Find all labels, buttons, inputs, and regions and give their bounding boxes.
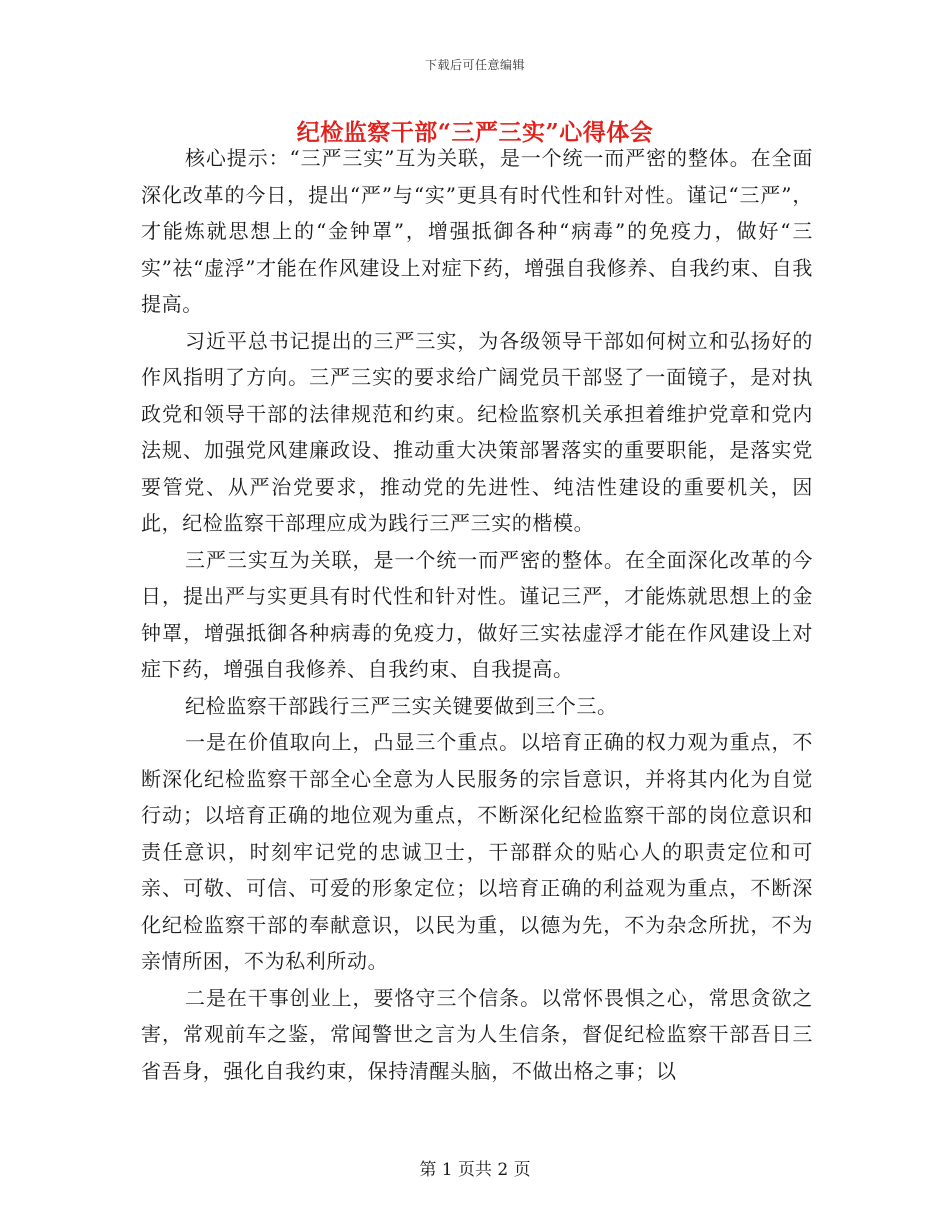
- header-note: 下载后可任意编辑: [424, 58, 525, 72]
- paragraph: 纪检监察干部践行三严三实关键要做到三个三。: [185, 693, 618, 718]
- paragraph: 三严三实互为关联，是一个统一而严密的整体。在全面深化改革的今日，提出严与实更具有时代性和针对性。谨记三严，才能炼就思想上的金钟罩，增强抵御各种病毒的免疫力，做好三实祛虚浮才能在作风建设上对症下药，增强自我修养、自我约束、自我提高。: [141, 547, 813, 681]
- paragraph: 习近平总书记提出的三严三实，为各级领导干部如何树立和弘扬好的作风指明了方向。三严三实的要求给广阔党员干部竖了一面镜子，是对执政党和领导干部的法律规范和约束。纪检监察机关承担着维护党章和党内法规、加强党风建廉政设、推动重大决策部署落实的重要职能，是落实党要管党、从严治党要求，推动党的先进性、纯洁性建设的重要机关，因此，纪检监察干部理应成为践行三严三实的楷模。: [141, 328, 813, 535]
- paragraph: 核心提示：“三严三实”互为关联，是一个统一而严密的整体。在全面深化改革的今日，提出“严”与“实”更具有时代性和针对性。谨记“三严”，才能炼就思想上的“金钟罩”，增强抵御各种“病毒”的免疫力，做好“三实”祛“虚浮”才能在作风建设上对症下药，增强自我修养、自我约束、自我提高。: [141, 146, 813, 316]
- document-title: 纪检监察干部“三严三实”心得体会: [296, 119, 654, 146]
- document-body: [141, 140, 813, 1089]
- page-indicator: 第 1 页共 2 页: [419, 1160, 531, 1180]
- paragraph: 一是在价值取向上，凸显三个重点。以培育正确的权力观为重点，不断深化纪检监察干部全心全意为人民服务的宗旨意识，并将其内化为自觉行动；以培育正确的地位观为重点，不断深化纪检监察干部的岗位意识和责任意识，时刻牢记党的忠诚卫士，干部群众的贴心人的职责定位和可亲、可敬、可信、可爱的形象定位；以培育正确的利益观为重点，不断深化纪检监察干部的奉献意识，以民为重，以德为先，不为杂念所扰，不为亲情所困，不为私利所动。: [141, 730, 813, 973]
- paragraph: 二是在干事创业上，要恪守三个信条。以常怀畏惧之心，常思贪欲之害，常观前车之鉴，常闻警世之言为人生信条，督促纪检监察干部吾日三省吾身，强化自我约束，保持清醒头脑，不做出格之事；以: [141, 985, 813, 1083]
